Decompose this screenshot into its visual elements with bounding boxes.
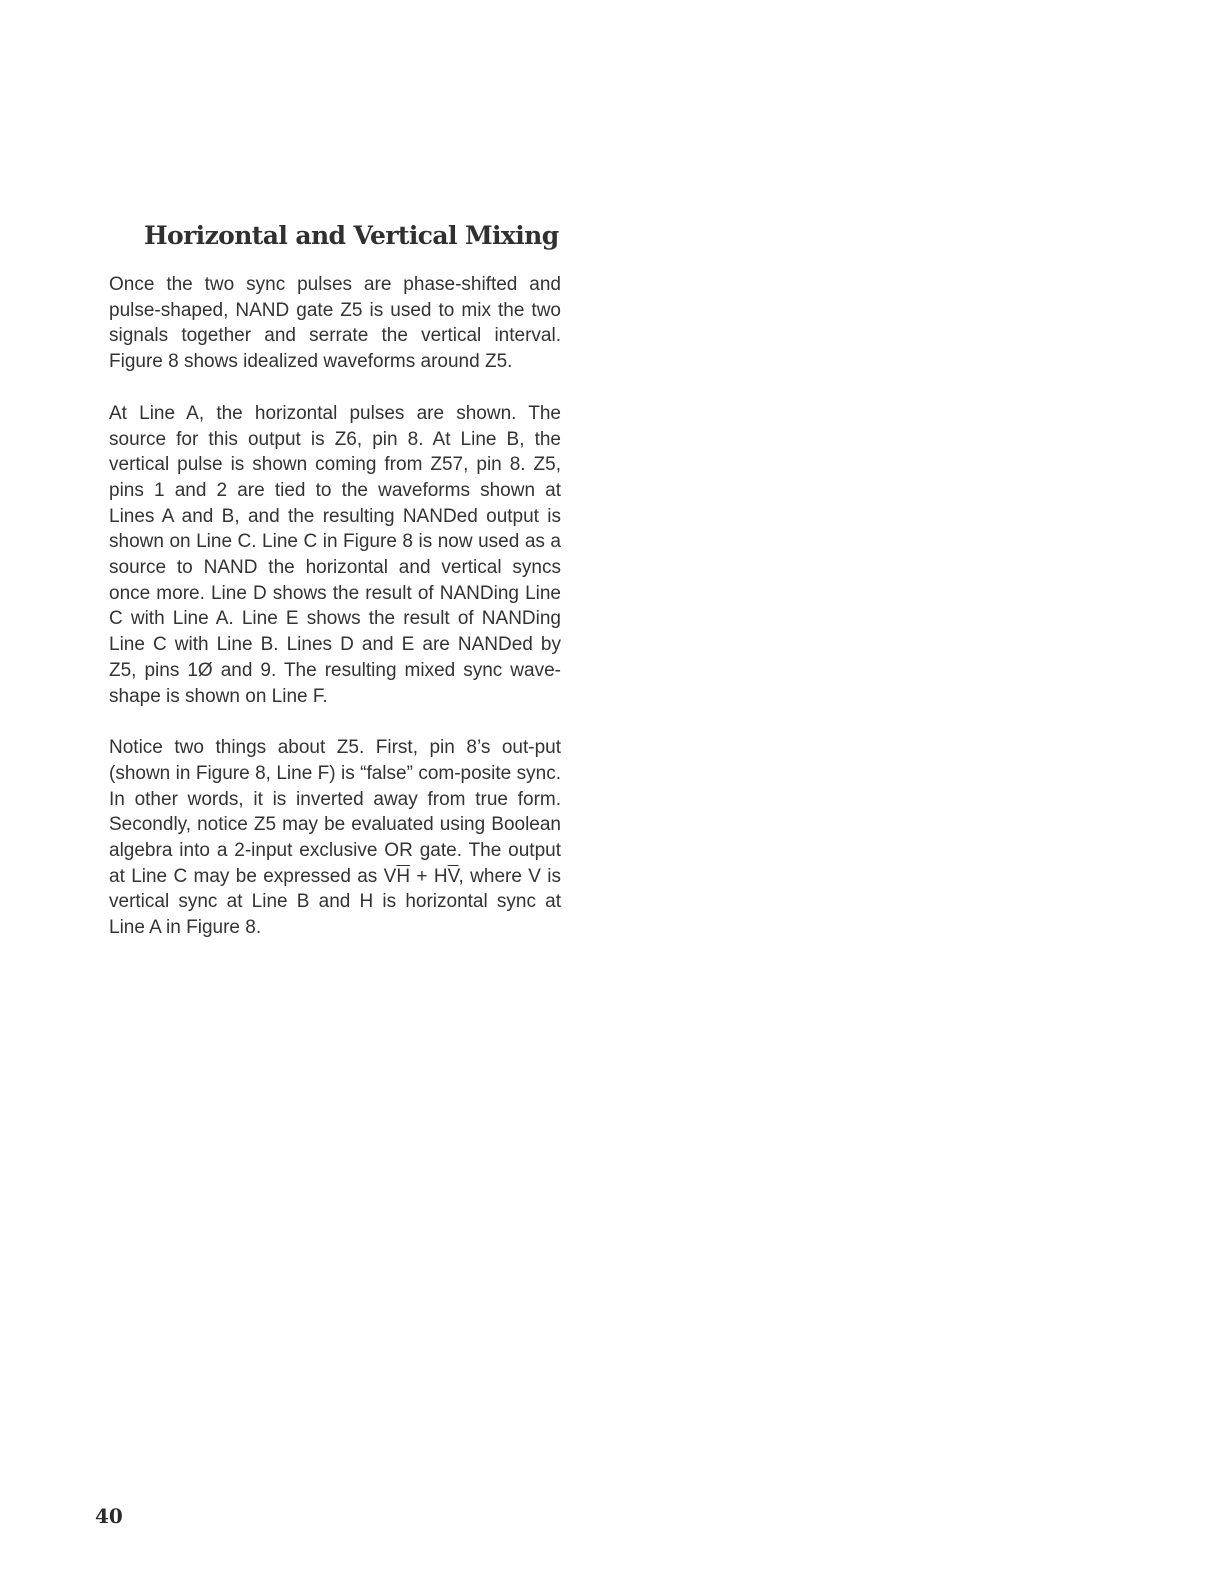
expression-v-bar: $\overline{V}$ (447, 865, 459, 887)
paragraph3-text-before: Notice two things about Z5. First, pin 8’s out-put (shown in Figure 8, Line F) is “false” com-posite sync. In other words, it is inverted away from true form. Secondly, notice Z5 may be evaluated using Boolean algebra into a 2-input exclusive OR gate. The output at Line C may be expressed as (109, 737, 561, 887)
section-heading: Horizontal and Vertical Mixing (144, 221, 559, 250)
page-number: 40 (95, 1504, 123, 1528)
paragraph-line-description: At Line A, the horizontal pulses are shown. The source for this output is Z6, pin 8. At Line B, the vertical pulse is shown coming from Z57, pin 8. Z5, pins 1 and 2 are tied to the waveforms shown at Lines A and B, and the resulting NANDed output is shown on Line C. Line C in Figure 8 is now used as a source to NAND the horizontal and vertical syncs once more. Line D shows the result of NANDing Line C with Line A. Line E shows the result of NANDing Line C with Line B. Lines D and E are NANDed by Z5, pins 1Ø and 9. The resulting mixed sync wave-shape is shown on Line F. (109, 402, 561, 707)
body-column (109, 272, 561, 967)
paragraph-boolean-analysis (109, 735, 561, 941)
expression-h: H (433, 865, 448, 887)
paragraph3-text-after: , where V is vertical sync at Line B and H is horizontal sync at Line A in Figure 8. (109, 865, 562, 939)
expression-plus: + (410, 865, 434, 887)
expression-h-bar: $\overline{H}$ (396, 865, 411, 887)
paragraph-mixing-intro: Once the two sync pulses are phase-shifted and pulse-shaped, NAND gate Z5 is used to mix the two signals together and serrate the vertical interval. Figure 8 shows idealized waveforms around Z5. (109, 274, 561, 373)
expression-v: V (383, 865, 397, 887)
